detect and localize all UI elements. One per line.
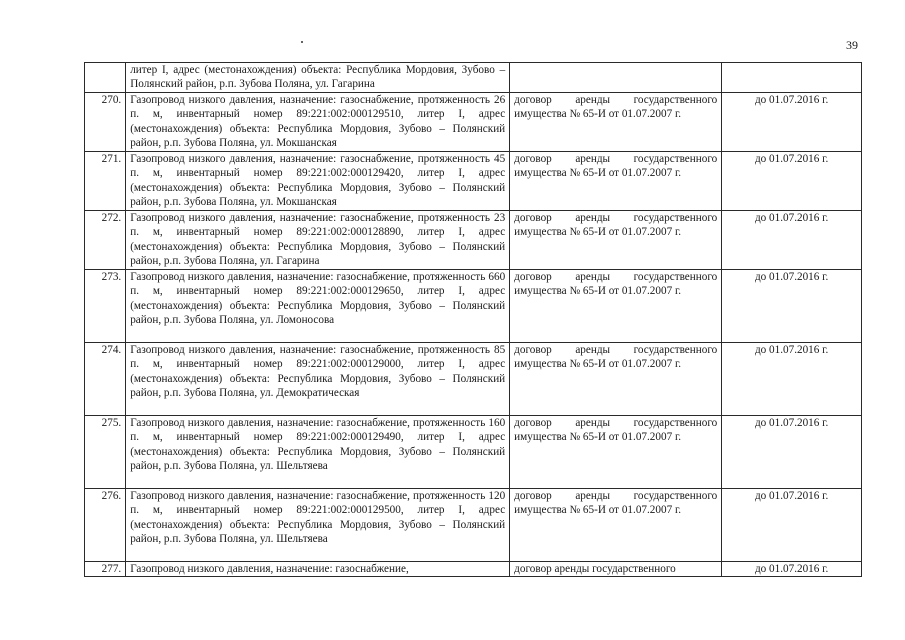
object-description: Газопровод низкого давления, назначение: газоснабжение, протяженность 160 п. м, инвентарный номер 89:221:002:000129490, литер I, адрес (местонахождения) объекта: Республика Мордовия, Зубово – Полянский район, р.п. Зубова Поляна, ул. Шельтяева (126, 416, 510, 489)
table-row (85, 211, 862, 270)
basis-document: договор аренды государственного имущества № 65-И от 01.07.2007 г. (510, 489, 722, 562)
row-number: 272. (85, 211, 126, 270)
object-description: Газопровод низкого давления, назначение: газоснабжение, протяженность 85 п. м, инвентарный номер 89:221:002:000129000, литер I, адрес (местонахождения) объекта: Республика Мордовия, Зубово – Полянский район, р.п. Зубова Поляна, ул. Демократическая (126, 343, 510, 416)
scan-speck (301, 41, 303, 43)
row-number: 270. (85, 93, 126, 152)
term-date: до 01.07.2016 г. (722, 152, 862, 211)
table-row (85, 416, 862, 489)
row-number (85, 63, 126, 93)
term-date: до 01.07.2016 г. (722, 416, 862, 489)
table-row (85, 93, 862, 152)
basis-document: договор аренды государственного имущества № 65-И от 01.07.2007 г. (510, 270, 722, 343)
row-number: 276. (85, 489, 126, 562)
table-row (85, 343, 862, 416)
term-date: до 01.07.2016 г. (722, 343, 862, 416)
object-description: Газопровод низкого давления, назначение: газоснабжение, протяженность 660 п. м, инвентарный номер 89:221:002:000129650, литер I, адрес (местонахождения) объекта: Республика Мордовия, Зубово – Полянский район, р.п. Зубова Поляна, ул. Ломоносова (126, 270, 510, 343)
term-date (722, 63, 862, 93)
row-number: 274. (85, 343, 126, 416)
row-number: 275. (85, 416, 126, 489)
row-number: 271. (85, 152, 126, 211)
basis-document: договор аренды государственного имущества № 65-И от 01.07.2007 г. (510, 211, 722, 270)
object-description: литер I, адрес (местонахождения) объекта: Республика Мордовия, Зубово – Полянский район, р.п. Зубова Поляна, ул. Гагарина (126, 63, 510, 93)
term-date: до 01.07.2016 г. (722, 562, 862, 577)
basis-document: договор аренды государственного имущества № 65-И от 01.07.2007 г. (510, 93, 722, 152)
table-row (85, 63, 862, 93)
basis-document: договор аренды государственного имущества № 65-И от 01.07.2007 г. (510, 416, 722, 489)
page-number: 39 (846, 38, 858, 52)
row-number: 277. (85, 562, 126, 577)
object-description: Газопровод низкого давления, назначение: газоснабжение, протяженность 23 п. м, инвентарный номер 89:221:002:000128890, литер I, адрес (местонахождения) объекта: Республика Мордовия, Зубово – Полянский район, р.п. Зубова Поляна, ул. Гагарина (126, 211, 510, 270)
table-row (85, 270, 862, 343)
term-date: до 01.07.2016 г. (722, 211, 862, 270)
property-registry-table (84, 62, 862, 577)
term-date: до 01.07.2016 г. (722, 270, 862, 343)
term-date: до 01.07.2016 г. (722, 489, 862, 562)
object-description: Газопровод низкого давления, назначение: газоснабжение, протяженность 45 п. м, инвентарный номер 89:221:002:000129420, литер I, адрес (местонахождения) объекта: Республика Мордовия, Зубово – Полянский район, р.п. Зубова Поляна, ул. Мокшанская (126, 152, 510, 211)
object-description: Газопровод низкого давления, назначение: газоснабжение, протяженность 120 п. м, инвентарный номер 89:221:002:000129500, литер I, адрес (местонахождения) объекта: Республика Мордовия, Зубово – Полянский район, р.п. Зубова Поляна, ул. Шельтяева (126, 489, 510, 562)
term-date: до 01.07.2016 г. (722, 93, 862, 152)
table-row (85, 489, 862, 562)
row-number: 273. (85, 270, 126, 343)
basis-document: договор аренды государственного имущества № 65-И от 01.07.2007 г. (510, 343, 722, 416)
object-description: Газопровод низкого давления, назначение: газоснабжение, протяженность 26 п. м, инвентарный номер 89:221:002:000129510, литер I, адрес (местонахождения) объекта: Республика Мордовия, Зубово – Полянский район, р.п. Зубова Поляна, ул. Мокшанская (126, 93, 510, 152)
table-row (85, 562, 862, 577)
basis-document: договор аренды государственного (510, 562, 722, 577)
object-description: Газопровод низкого давления, назначение: газоснабжение, (126, 562, 510, 577)
table-row (85, 152, 862, 211)
basis-document (510, 63, 722, 93)
basis-document: договор аренды государственного имущества № 65-И от 01.07.2007 г. (510, 152, 722, 211)
